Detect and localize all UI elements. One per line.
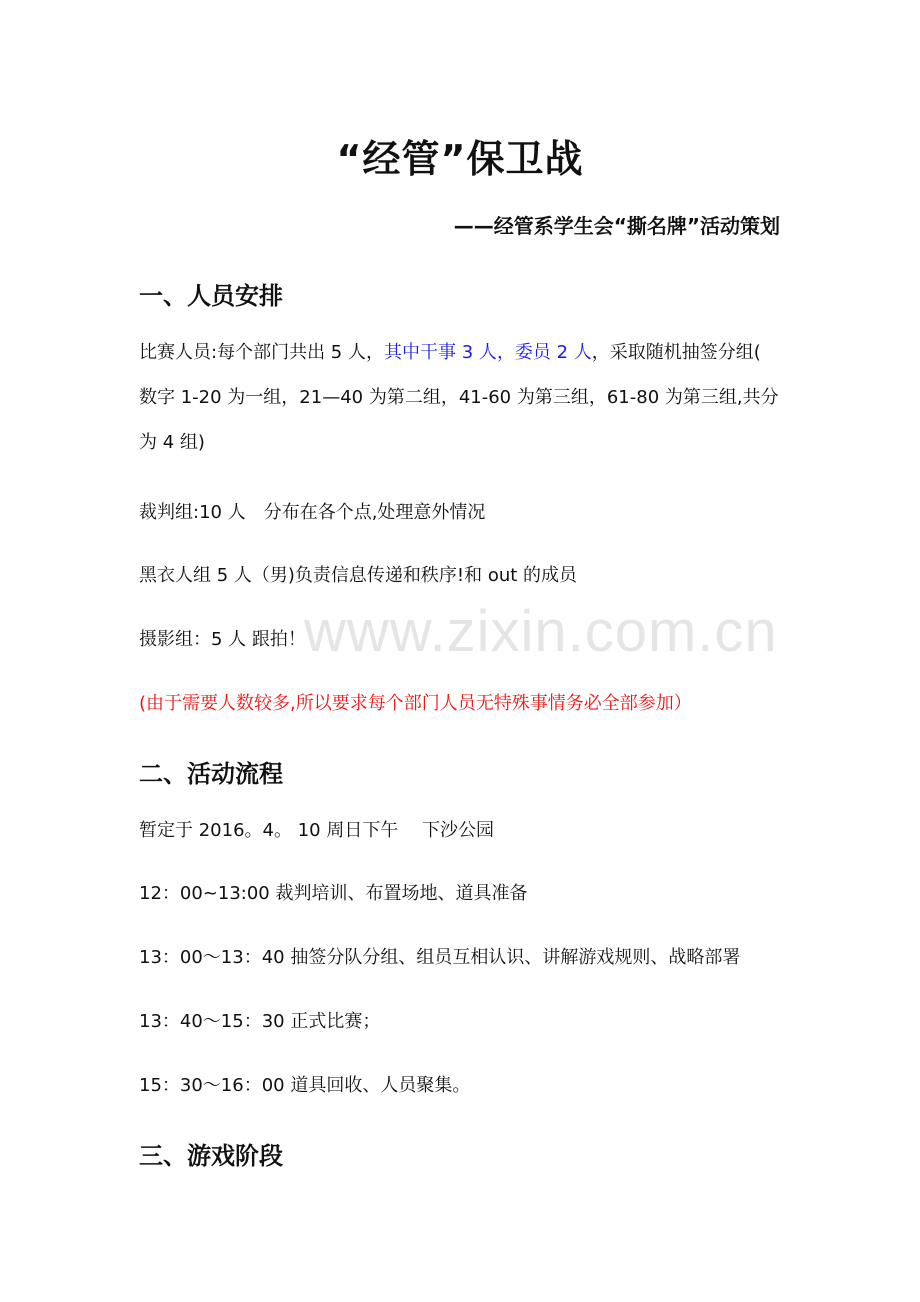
competitors-paragraph [139, 330, 784, 465]
section-heading-game-stage: 三、游戏阶段 [139, 1142, 283, 1170]
schedule-item: 12：00~13:00 裁判培训、布置场地、道具准备 [139, 883, 528, 904]
watermark: www.zixin.com.cn [304, 599, 778, 664]
schedule-item: 15：30～16：00 道具回收、人员聚集。 [139, 1075, 471, 1096]
document-title: “经管”保卫战 [336, 137, 584, 181]
schedule-date-line: 暂定于 2016。4。 10 周日下午 下沙公园 [139, 820, 495, 841]
photo-team-line: 摄影组：5 人 跟拍！ [139, 629, 306, 650]
competitors-text-highlight: 其中干事 3 人，委员 2 人 [383, 342, 592, 363]
section-heading-personnel: 一、人员安排 [139, 282, 283, 310]
referees-line: 裁判组:10 人 分布在各个点,处理意外情况 [139, 502, 486, 523]
black-team-line: 黑衣人组 5 人（男)负责信息传递和秩序!和 out 的成员 [139, 565, 578, 586]
competitors-text-b: ，采取随机抽签分组( 数字 1-20 为一组，21—40 为第二组，41-60 为第三组，61-80 为第三组,共分为 4 组) [139, 342, 779, 453]
section-heading-process: 二、活动流程 [139, 760, 283, 788]
attendance-note: (由于需要人数较多,所以要求每个部门人员无特殊事情务必全部参加） [139, 693, 692, 714]
schedule-item: 13：00～13：40 抽签分队分组、组员互相认识、讲解游戏规则、战略部署 [139, 947, 741, 968]
document-subtitle: ——经管系学生会“撕名牌”活动策划 [453, 214, 780, 238]
competitors-text-a: 比赛人员:每个部门共出 5 人， [139, 342, 384, 363]
schedule-item: 13：40～15：30 正式比赛； [139, 1011, 381, 1032]
